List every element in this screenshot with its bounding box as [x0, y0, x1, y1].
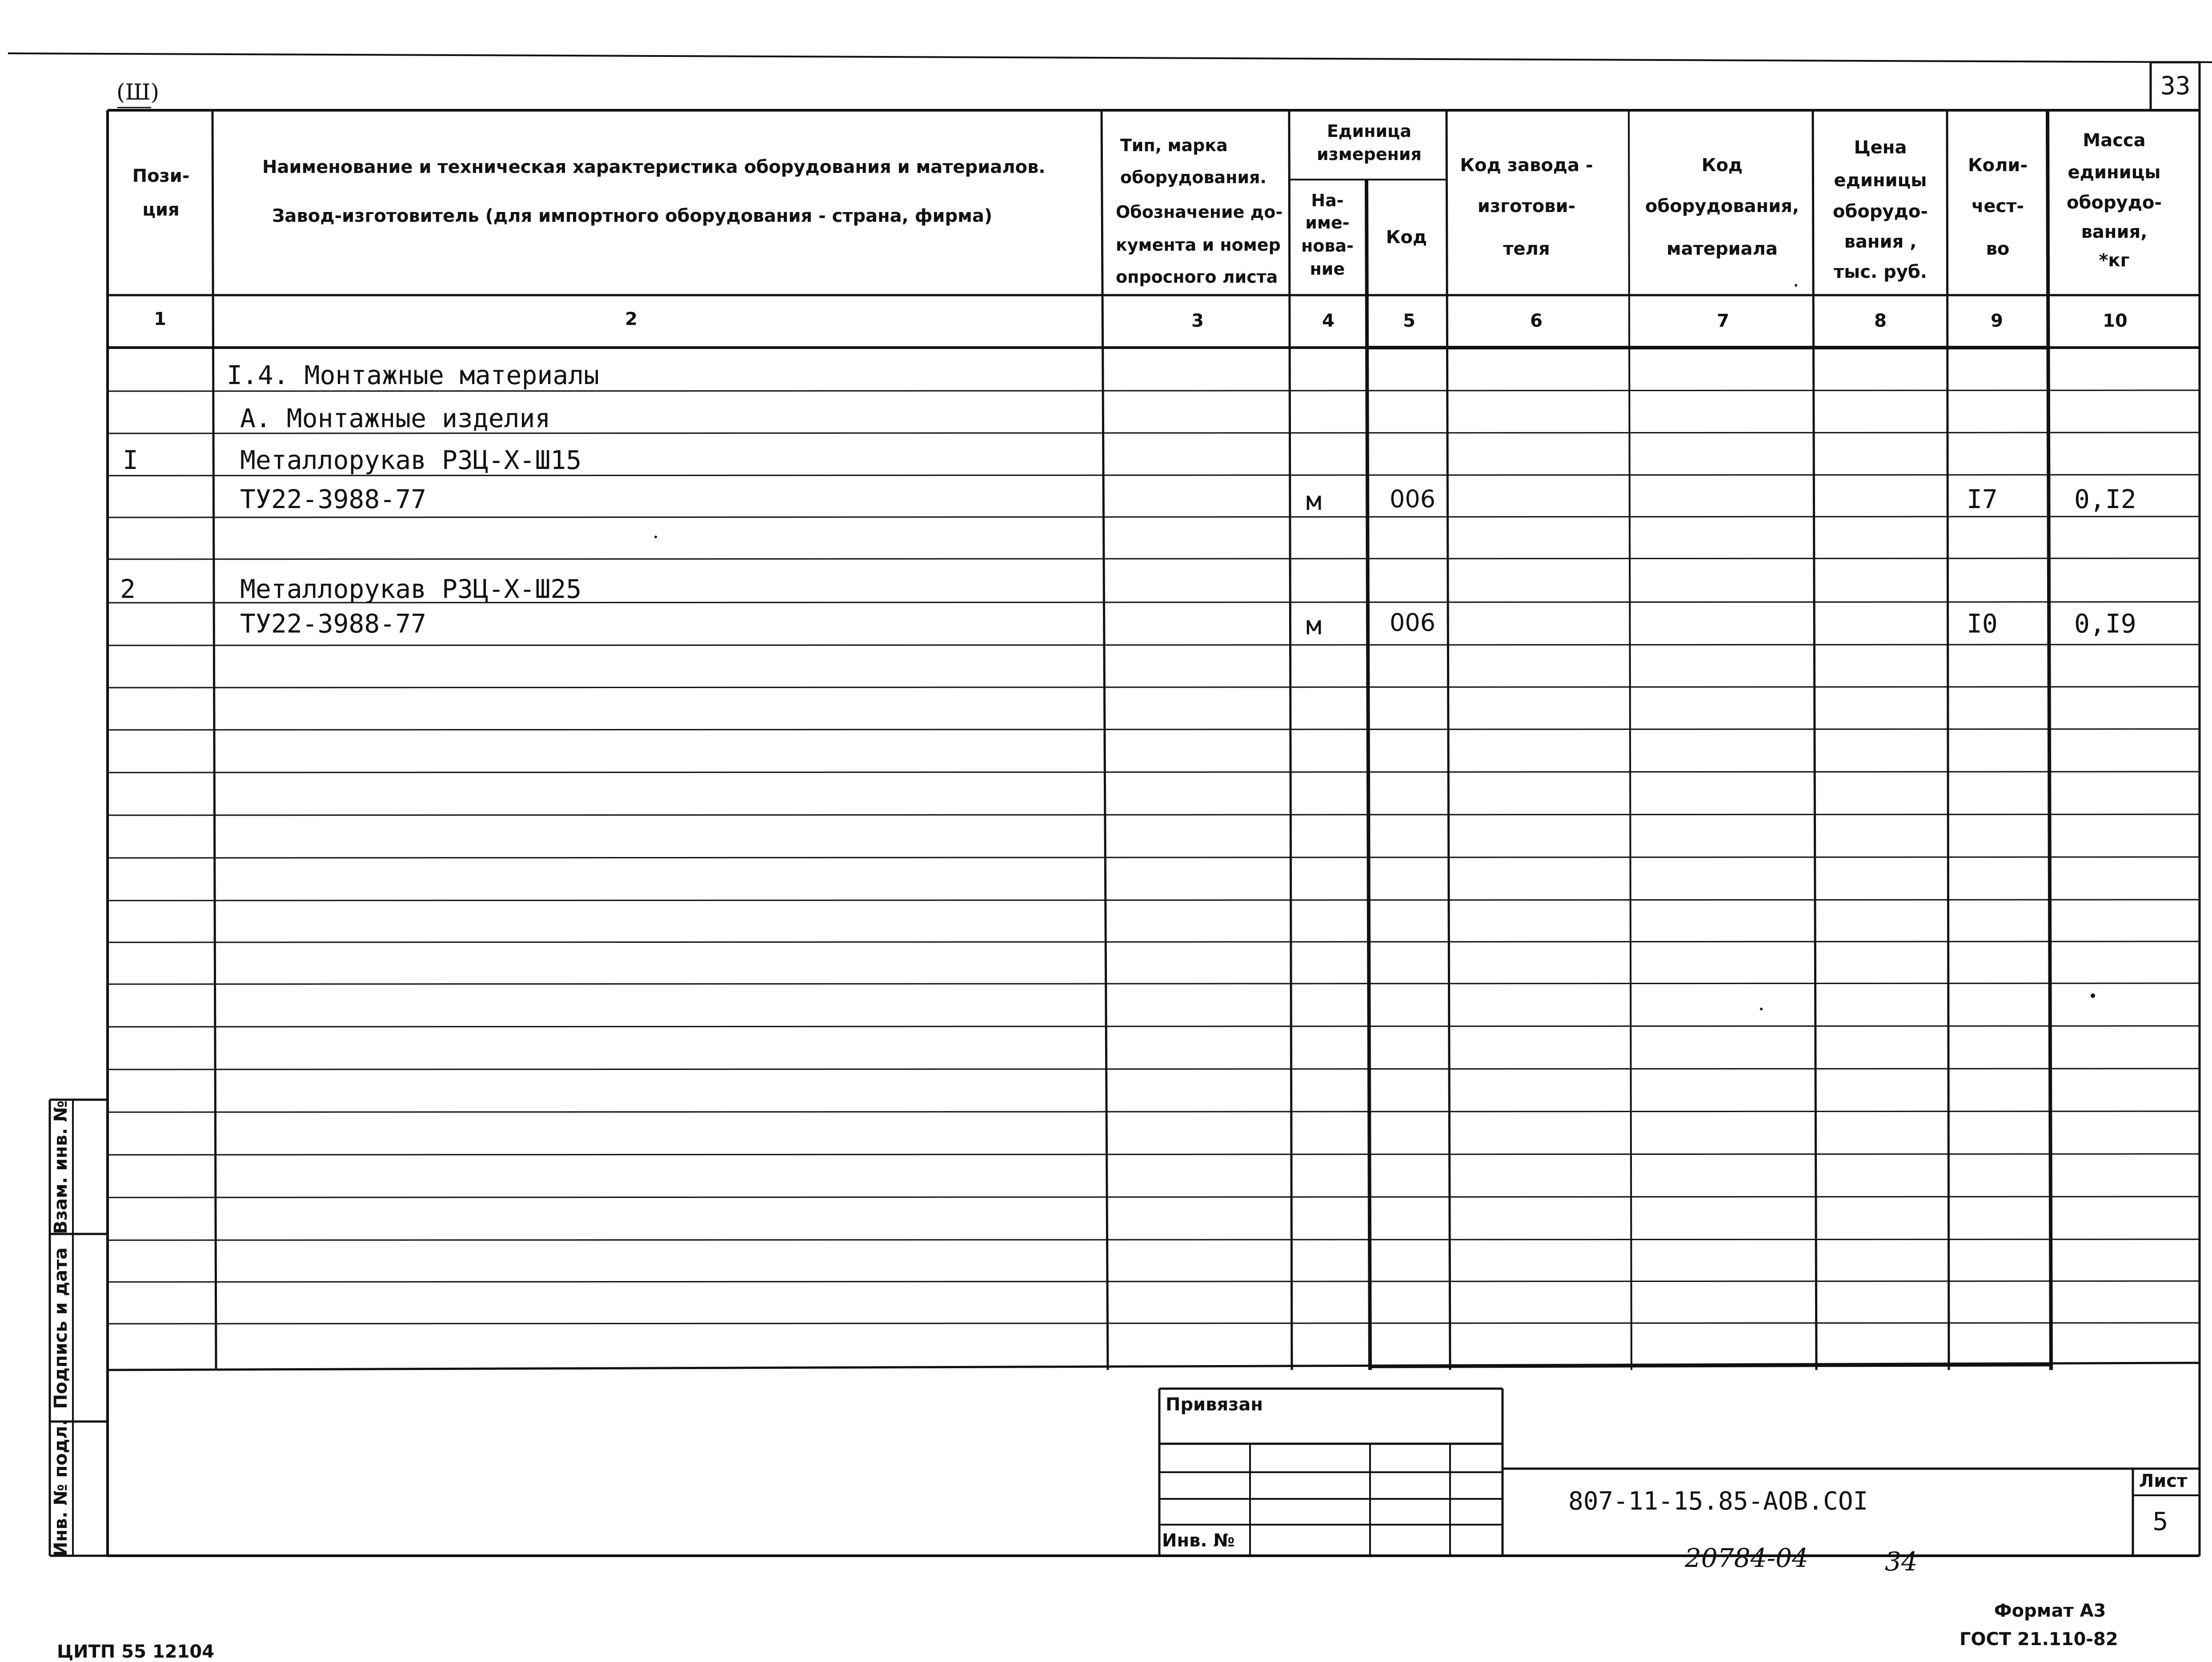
header-col2-line2: Завод-изготовитель (для импортного оборудования - страна, фирма): [272, 206, 993, 226]
header-col7-line3: материала: [1667, 239, 1778, 259]
col-number-3: 3: [1191, 311, 1204, 331]
header-col8-line2: единицы: [1834, 170, 1927, 191]
row-unit-code: 006: [1390, 609, 1436, 637]
row-name: Металлорукав РЗЦ-Х-Ш25: [240, 574, 582, 604]
header-col4-line2: име-: [1305, 213, 1350, 232]
side-label-replaced-inventory: Взам. инв. №: [51, 1100, 71, 1234]
header-col3-line2: оборудования.: [1120, 168, 1266, 187]
header-col10-line3: оборудо-: [2067, 192, 2162, 213]
document-code: 807-11-15.85-АОВ.СОI: [1568, 1487, 1868, 1516]
col-number-2: 2: [625, 309, 637, 329]
header-col7-line1: Код: [1701, 155, 1743, 176]
row-mass: 0,I2: [2074, 484, 2136, 514]
row-name: ТУ22-3988-77: [240, 609, 427, 639]
header-col8-line5: тыс. руб.: [1833, 262, 1927, 282]
header-unit-line1: Единица: [1327, 121, 1411, 141]
header-col6-line3: теля: [1503, 239, 1550, 259]
col-number-7: 7: [1717, 311, 1729, 331]
header-col4-line4: ние: [1310, 259, 1345, 279]
header-col10-line4: вания,: [2081, 222, 2148, 242]
col-number-10: 10: [2103, 311, 2128, 331]
col-number-4: 4: [1322, 311, 1334, 331]
side-label-original-inventory: Инв. № подл.: [51, 1419, 71, 1557]
form-mark: (Ш): [116, 79, 160, 105]
privyazan-label: Привязан: [1166, 1394, 1263, 1415]
row-unit-code: 006: [1390, 485, 1436, 513]
row-quantity: I7: [1967, 484, 1998, 514]
row-unit: м: [1306, 610, 1322, 641]
header-col7-line2: оборудования,: [1645, 196, 1799, 216]
header-col8-line3: оборудо-: [1833, 201, 1928, 222]
row-name: ТУ22-3988-77: [240, 484, 427, 514]
col-number-1: 1: [154, 309, 166, 329]
row-position: 2: [120, 574, 136, 604]
format-label: Формат А3: [1994, 1601, 2106, 1621]
side-label-signature-date: Подпись и дата: [51, 1247, 71, 1409]
row-name: I.4. Монтажные материалы: [227, 360, 600, 390]
sheet-corner-number: 33: [2160, 72, 2191, 100]
header-col1-line2: ция: [142, 200, 180, 220]
col-number-6: 6: [1530, 311, 1543, 331]
row-position: I: [123, 445, 138, 475]
header-col3-line5: опросного листа: [1116, 267, 1278, 287]
header-col10-line1: Масса: [2083, 130, 2146, 151]
sheet-label: Лист: [2139, 1471, 2188, 1491]
header-col6-line1: Код завода -: [1460, 155, 1593, 176]
header-col8-line1: Цена: [1854, 137, 1907, 158]
row-unit: м: [1306, 486, 1322, 516]
sheet-number: 5: [2152, 1507, 2168, 1536]
col-number-5: 5: [1403, 311, 1415, 331]
gost-label: ГОСТ 21.110-82: [1960, 1629, 2118, 1650]
header-unit-line2: измерения: [1317, 144, 1422, 164]
header-col6-line2: изготови-: [1477, 196, 1576, 216]
header-col4-line1: На-: [1311, 191, 1344, 210]
row-name: А. Монтажные изделия: [240, 403, 551, 433]
header-col3-line1: Тип, марка: [1120, 136, 1228, 155]
col-number-9: 9: [1991, 311, 2003, 331]
header-col10-line2: единицы: [2068, 162, 2161, 183]
header-col8-line4: вания ,: [1844, 232, 1917, 252]
header-col1-line1: Пози-: [132, 166, 190, 186]
header-col9-line3: во: [1986, 239, 2010, 259]
col-number-8: 8: [1874, 311, 1887, 331]
header-col3-line4: кумента и номер: [1116, 235, 1281, 255]
header-col3-line3: Обозначение до-: [1116, 202, 1283, 222]
handwritten-number: 20784-04: [1685, 1543, 1808, 1573]
inventory-number-label: Инв. №: [1162, 1530, 1235, 1551]
printer-label: ЦИТП 55 12104: [57, 1642, 215, 1662]
header-col10-line5: *кг: [2099, 250, 2130, 271]
row-name: Металлорукав РЗЦ-Х-Ш15: [240, 445, 582, 475]
handwritten-page: 34: [1885, 1546, 1918, 1577]
header-col5: Код: [1386, 227, 1427, 248]
header-col4-line3: нова-: [1301, 236, 1354, 256]
row-quantity: I0: [1967, 609, 1998, 639]
header-col2-line1: Наименование и техническая характеристика оборудования и материалов.: [262, 157, 1046, 177]
header-col9-line2: чест-: [1971, 196, 2024, 216]
header-col9-line1: Коли-: [1968, 155, 2028, 176]
row-mass: 0,I9: [2074, 609, 2136, 639]
